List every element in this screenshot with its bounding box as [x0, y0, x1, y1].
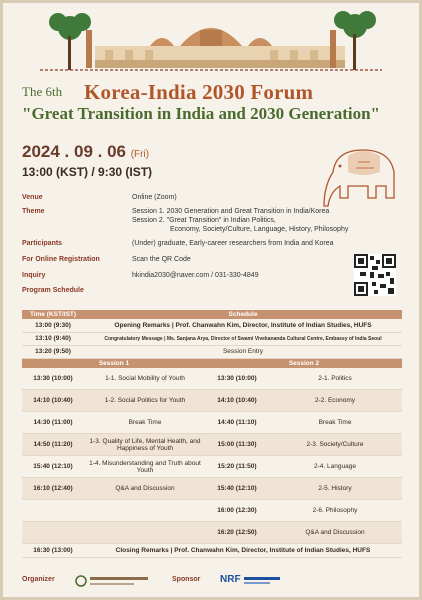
table-row: [22, 412, 402, 434]
theme-line-2: Session 2. "Great Transition" in Indian Politics,: [132, 217, 276, 224]
program-schedule-label: Program Schedule: [22, 287, 84, 294]
time-cell: 13:20 (9:50): [22, 345, 84, 358]
session-1-time: 14:50 (11:20): [22, 434, 84, 456]
schedule-cell: Opening Remarks | Prof. Chanwahn Kim, Director, Institute of Indian Studies, HUFS: [84, 319, 402, 332]
session-1-header: Session 1: [22, 358, 206, 368]
taj-mahal-header-art: [0, 0, 422, 80]
table-row: [22, 332, 402, 345]
session-1-item: Break Time: [84, 412, 206, 434]
time-cell: 13:00 (9:30): [22, 319, 84, 332]
registration-value: Scan the QR Code: [132, 256, 191, 263]
session-2-item: 2-1. Politics: [268, 368, 402, 390]
venue-label: Venue: [22, 194, 43, 201]
session-1-item: [84, 522, 206, 544]
session-2-time: 15:20 (11:50): [206, 456, 268, 478]
forum-title: Korea-India 2030 Forum: [84, 80, 314, 104]
session-1-item: [84, 500, 206, 522]
table-row: [22, 456, 402, 478]
event-time: 13:00 (KST) / 9:30 (IST): [22, 165, 153, 179]
nrf-logo-icon: NRF: [220, 574, 241, 585]
session-1-item: 1-1. Social Mobility of Youth: [84, 368, 206, 390]
table-row: [22, 544, 402, 558]
participants-value: (Under) graduate, Early-career researchers from India and Korea: [132, 240, 334, 247]
session-2-item: Q&A and Discussion: [268, 522, 402, 544]
table-row: [22, 478, 402, 500]
session-2-time: 13:30 (10:00): [206, 368, 268, 390]
schedule-cell: Congratulatory Message | Ms. Sanjana Arya, Director of Swami Vivekananda Cultural Centre, Embassy of India Seoul: [84, 332, 402, 345]
session-2-time: 15:00 (11:30): [206, 434, 268, 456]
event-date: [22, 142, 149, 162]
session-1-time: [22, 522, 84, 544]
schedule-column-header: Schedule: [84, 310, 402, 319]
session-1-time: 14:10 (10:40): [22, 390, 84, 412]
inquiry-label: Inquiry: [22, 272, 46, 279]
sponsor-logo-text-icon: [244, 575, 284, 587]
session-2-item: 2-5. History: [268, 478, 402, 500]
table-row: [22, 319, 402, 332]
table-row: [22, 500, 402, 522]
session-2-header: Session 2: [206, 358, 402, 368]
inquiry-value[interactable]: hkindia2030@naver.com / 031-330-4849: [132, 272, 259, 279]
sponsor-label: Sponsor: [172, 576, 201, 583]
schedule-cell: Session Entry: [84, 345, 402, 358]
session-2-time: 14:40 (11:10): [206, 412, 268, 434]
elephant-illustration: [318, 142, 408, 214]
session-2-item: 2-3. Society/Culture: [268, 434, 402, 456]
time-cell: 16:30 (13:00): [22, 544, 84, 558]
session-1-time: 13:30 (10:00): [22, 368, 84, 390]
table-row: [22, 434, 402, 456]
registration-label: For Online Registration: [22, 256, 100, 263]
footer: [22, 572, 402, 592]
session-1-item: Q&A and Discussion: [84, 478, 206, 500]
table-row: [22, 345, 402, 358]
edition-label: The 6th: [22, 84, 63, 99]
organizer-label: Organizer: [22, 576, 55, 583]
table-row: [22, 522, 402, 544]
table-row: [22, 368, 402, 390]
session-header-row: [22, 358, 402, 368]
session-1-time: 16:10 (12:40): [22, 478, 84, 500]
date-day: (Fri): [130, 149, 150, 160]
session-2-item: 2-4. Language: [268, 456, 402, 478]
forum-subtitle: "Great Transition in India and 2030 Generation": [22, 104, 380, 123]
session-2-time: 16:00 (12:30): [206, 500, 268, 522]
closing-remarks-cell: Closing Remarks | Prof. Chanwahn Kim, Director, Institute of Indian Studies, HUFS: [84, 544, 402, 558]
session-2-time: 16:20 (12:50): [206, 522, 268, 544]
schedule-table: [22, 310, 402, 558]
session-1-item: 1-3. Quality of Life, Mental Health, and Happiness of Youth: [84, 434, 206, 456]
participants-label: Participants: [22, 240, 63, 247]
theme-line-1: Session 1. 2030 Generation and Great Transition in India/Korea: [132, 208, 330, 215]
time-cell: 13:10 (9:40): [22, 332, 84, 345]
date-main: 2024 . 09 . 06: [22, 142, 126, 161]
session-1-item: 1-4. Misunderstanding and Truth about Youth: [84, 456, 206, 478]
session-1-item: 1-2. Social Politics for Youth: [84, 390, 206, 412]
schedule-header-row: [22, 310, 402, 319]
session-2-item: 2-2. Economy: [268, 390, 402, 412]
session-1-time: 15:40 (12:10): [22, 456, 84, 478]
theme-label: Theme: [22, 208, 45, 215]
session-2-time: 15:40 (12:10): [206, 478, 268, 500]
session-1-time: [22, 500, 84, 522]
table-row: [22, 390, 402, 412]
session-1-time: 14:30 (11:00): [22, 412, 84, 434]
session-2-item: Break Time: [268, 412, 402, 434]
session-2-time: 14:10 (10:40): [206, 390, 268, 412]
session-2-item: 2-6. Philosophy: [268, 500, 402, 522]
institute-logo-icon: [74, 572, 154, 590]
time-column-header: Time (KST/IST): [22, 310, 84, 319]
venue-value: Online (Zoom): [132, 194, 177, 201]
theme-line-3: Economy, Society/Culture, Language, History, Philosophy: [170, 226, 349, 233]
qr-code-icon[interactable]: [354, 254, 396, 296]
